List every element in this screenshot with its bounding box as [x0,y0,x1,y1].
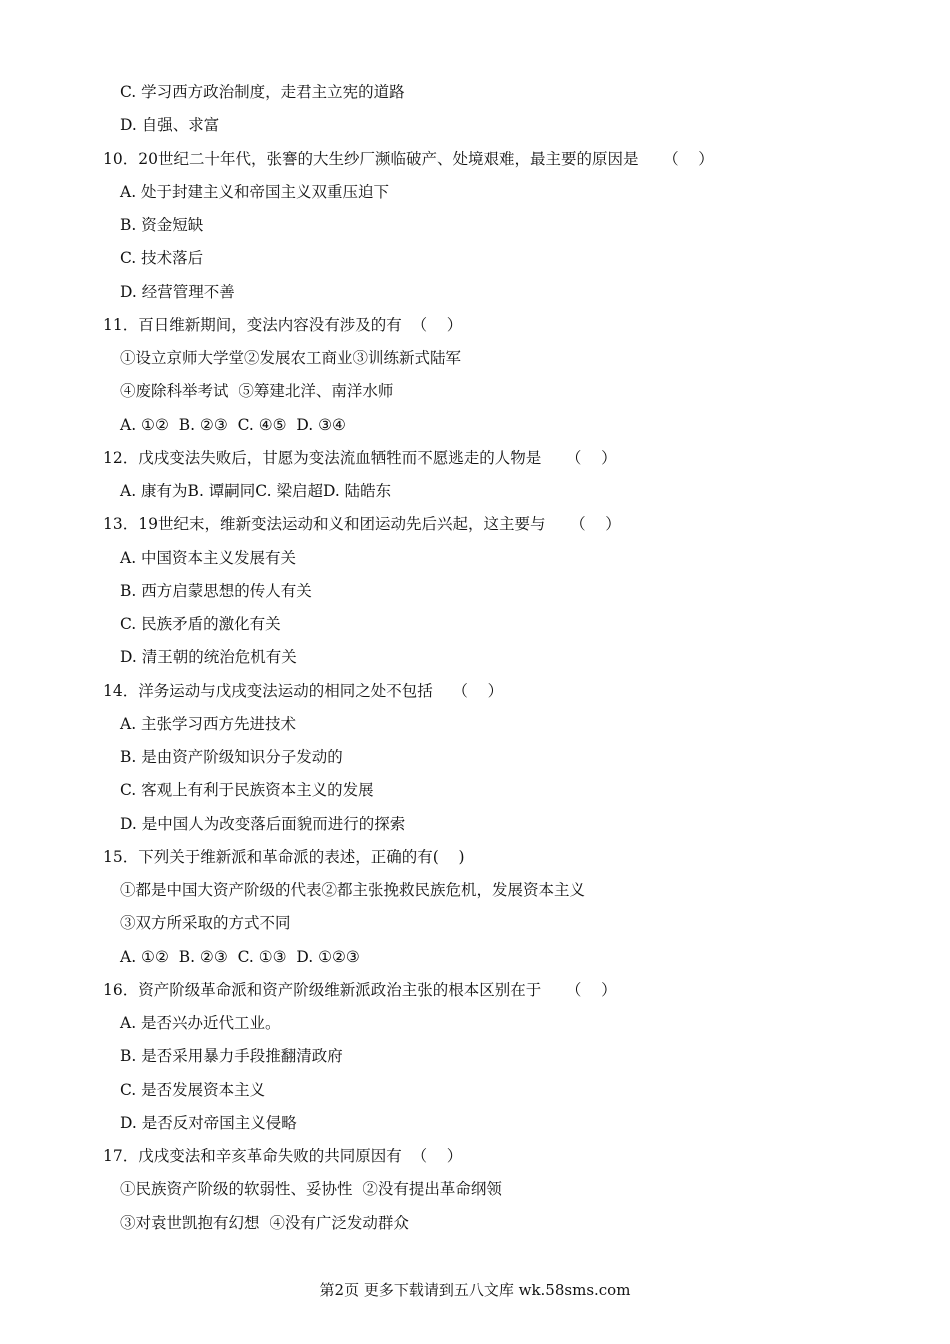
answer-line: ①民族资产阶级的软弱性、妥协性 ②没有提出革命纲领 [120,1180,502,1199]
answer-line: A. 中国资本主义发展有关 [120,548,297,567]
answer-line: B. 资金短缺 [120,216,204,234]
answer-line: ③对袁世凯抱有幻想 ④没有广泛发动群众 [120,1213,409,1232]
answer-line: D. 自强、求富 [120,116,220,135]
answer-line: ①设立京师大学堂②发展农工商业③训练新式陆军 [120,349,462,367]
answer-line: ③双方所采取的方式不同 [120,914,291,933]
answer-line: A. 处于封建主义和帝国主义双重压迫下 [120,182,390,201]
answer-line: C. 学习西方政治制度，走君主立宪的道路 [120,83,405,101]
answer-line: A. ①② B. ②③ C. ④⑤ D. ③④ [120,415,346,434]
answer-line: C. 民族矛盾的激化有关 [120,615,281,633]
answer-line: C. 客观上有利于民族资本主义的发展 [120,781,374,800]
answer-line: B. 是由资产阶级知识分子发动的 [120,748,343,766]
answer-line: D. 经营管理不善 [120,282,235,301]
answer-line: A. 主张学习西方先进技术 [120,714,297,733]
question-stem: 16．资产阶级革命派和资产阶级维新派政治主张的根本区别在于 （ ） [103,980,617,999]
answer-line: D. 清王朝的统治危机有关 [120,648,297,667]
answer-line: C. 是否发展资本主义 [120,1080,266,1099]
answer-line: D. 是中国人为改变落后面貌而进行的探索 [120,814,406,833]
question-stem: 10．20世纪二十年代，张謇的大生纱厂濒临破产、处境艰难，最主要的原因是 （ ） [103,149,714,168]
answer-line: D. 是否反对帝国主义侵略 [120,1113,297,1132]
answer-line: A. 是否兴办近代工业。 [120,1014,281,1032]
answer-line: ④废除科举考试 ⑤筹建北洋、南洋水师 [120,382,394,401]
answer-line: A. 康有为B. 谭嗣同C. 梁启超D. 陆皓东 [120,482,392,500]
question-stem: 17．戊戌变法和辛亥革命失败的共同原因有 （ ） [103,1147,463,1165]
question-stem: 14．洋务运动与戊戌变法运动的相同之处不包括 （ ） [103,681,504,700]
answer-line: ①都是中国大资产阶级的代表②都主张挽救民族危机，发展资本主义 [120,881,586,899]
question-stem: 11．百日维新期间，变法内容没有涉及的有 （ ） [103,315,463,334]
answer-line: A. ①② B. ②③ C. ①③ D. ①②③ [120,947,360,966]
page-footer: 第2页 更多下载请到五八文库 wk.58sms.com [319,1281,631,1299]
question-stem: 12．戊戌变法失败后，甘愿为变法流血牺牲而不愿逃走的人物是 （ ） [103,448,617,467]
answer-line: B. 是否采用暴力手段推翻清政府 [120,1047,343,1066]
question-stem: 15．下列关于维新派和革命派的表述，正确的有( ) [103,847,465,866]
question-stem: 13．19世纪末，维新变法运动和义和团运动先后兴起，这主要与 （ ） [103,515,621,534]
answer-line: C. 技术落后 [120,249,204,268]
answer-line: B. 西方启蒙思想的传人有关 [120,581,312,600]
